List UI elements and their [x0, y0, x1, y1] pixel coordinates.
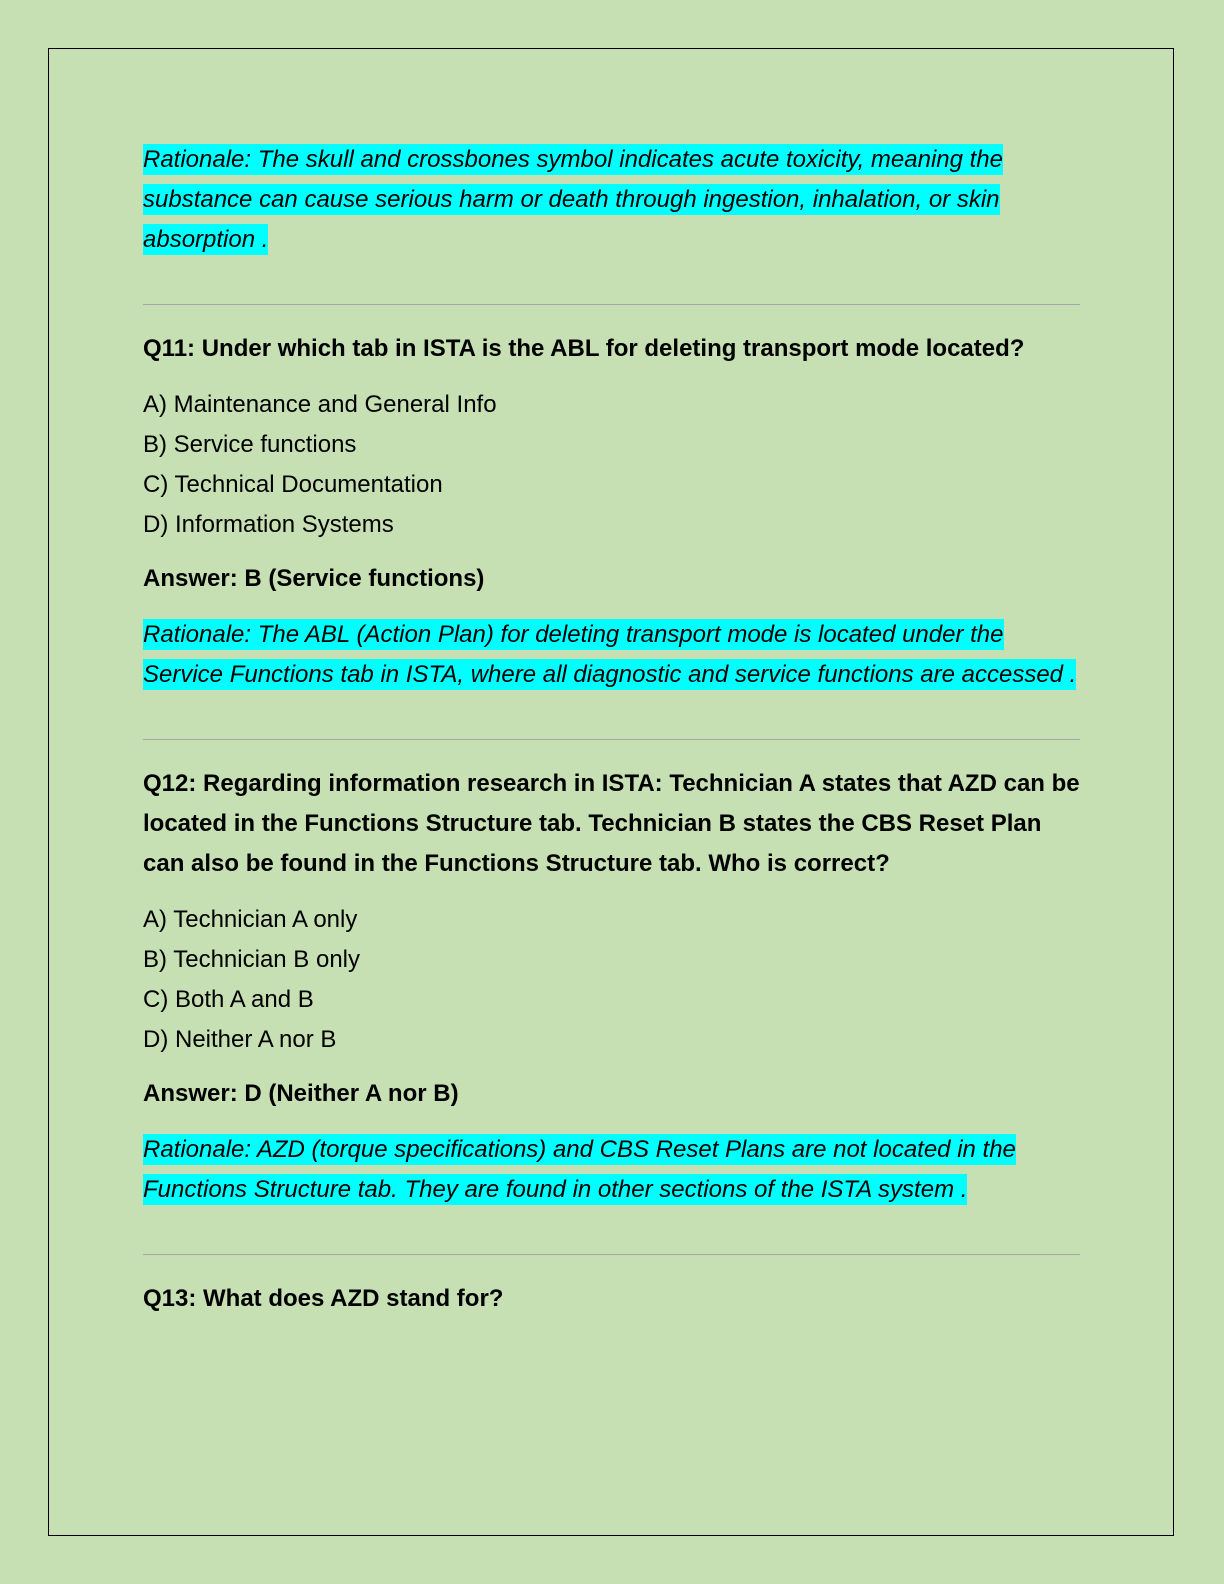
question-q11: Q11: Under which tab in ISTA is the ABL for deleting transport mode located? — [143, 335, 1025, 362]
question-q12: Q12: Regarding information research in ISTA: Technician A states that AZD can be located in the Functions Structure tab. Technician B states the CBS Reset Plan can also be found in the Functions Structure tab. Who is correct? — [143, 770, 1080, 877]
rationale-q10: Rationale: The skull and crossbones symbol indicates acute toxicity, meaning the substance can cause serious harm or death through ingestion, inhalation, or skin absorption . — [143, 146, 1004, 253]
rationale-q12: Rationale: AZD (torque specifications) and CBS Reset Plans are not located in the Functions Structure tab. They are found in other sections of the ISTA system . — [143, 1136, 1016, 1203]
question-q13: Q13: What does AZD stand for? — [143, 1285, 504, 1312]
option-d: D) Neither A nor B — [143, 1026, 337, 1053]
answer-q11: Answer: B (Service functions) — [143, 565, 485, 592]
option-b: B) Technician B only — [143, 946, 361, 973]
option-b: B) Service functions — [143, 431, 357, 458]
divider — [143, 1254, 1080, 1255]
option-c: C) Both A and B — [143, 986, 314, 1013]
option-a: A) Maintenance and General Info — [143, 391, 497, 418]
rationale-q11: Rationale: The ABL (Action Plan) for deleting transport mode is located under the Service Functions tab in ISTA, where all diagnostic and service functions are accessed . — [143, 621, 1077, 688]
option-d: D) Information Systems — [143, 511, 394, 538]
divider — [143, 304, 1080, 305]
answer-q12: Answer: D (Neither A nor B) — [143, 1080, 459, 1107]
divider — [143, 739, 1080, 740]
document-content — [143, 140, 1080, 1319]
options-q12 — [143, 900, 1080, 1060]
options-q11 — [143, 385, 1080, 545]
option-a: A) Technician A only — [143, 906, 358, 933]
option-c: C) Technical Documentation — [143, 471, 443, 498]
